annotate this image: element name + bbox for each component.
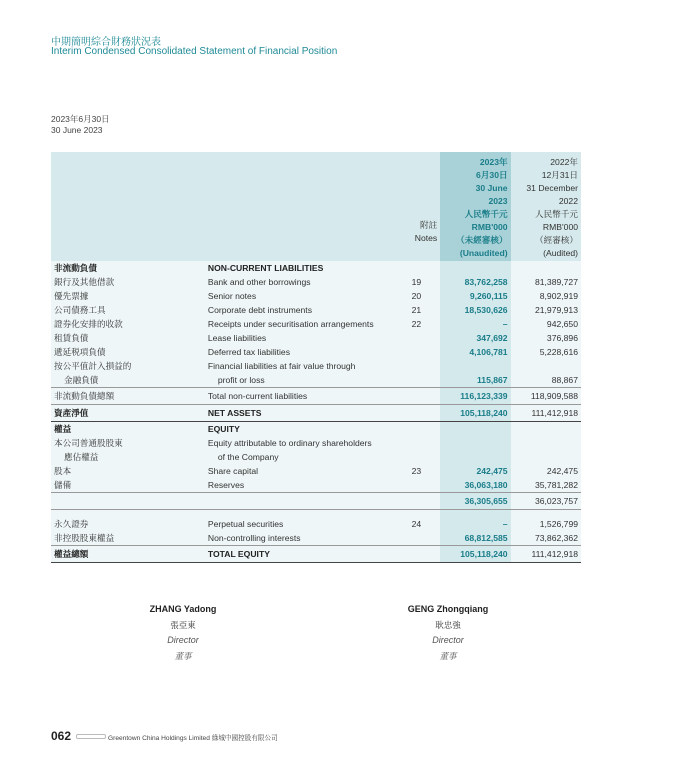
row-prior-value: 111,412,918 <box>511 546 581 563</box>
row-label-en: Corporate debt instruments <box>205 303 393 317</box>
header-line: (Unaudited) <box>459 248 508 258</box>
row-label-en: Total non-current liabilities <box>205 388 393 405</box>
table-row <box>51 261 581 275</box>
signatory-role: Director <box>167 635 199 645</box>
table-row-subtotal <box>51 493 581 510</box>
row-label-zh: 永久證券 <box>51 517 205 531</box>
signatory-role-zh: 董事 <box>174 651 192 661</box>
row-prior-value: 21,979,913 <box>511 303 581 317</box>
row-note <box>393 388 440 405</box>
notes-header-zh: 附註 <box>419 220 438 230</box>
header-line: RMB'000 <box>471 222 508 232</box>
row-label-zh: 遞延税項負債 <box>51 345 205 359</box>
row-prior-value: 5,228,616 <box>511 345 581 359</box>
title-chinese: 中期簡明綜合財務狀況表 <box>51 37 161 48</box>
row-note <box>393 373 440 388</box>
table-row-subtotal <box>51 388 581 405</box>
header-line: 2023年 <box>479 157 508 167</box>
row-prior-value: 942,650 <box>511 317 581 331</box>
row-current-value <box>440 422 510 437</box>
signatory-name: GENG Zhongqiang <box>407 604 489 614</box>
row-note <box>393 422 440 437</box>
table-row <box>51 436 581 450</box>
header-line: 31 December <box>526 183 578 193</box>
row-prior-value: 36,023,757 <box>511 493 581 510</box>
row-current-value: – <box>440 517 510 531</box>
row-prior-value <box>511 450 581 464</box>
footer-company-name: Greentown China Holdings Limited 綠城中國控股有限公司 <box>108 735 278 742</box>
row-label-zh: 非流動負債 <box>51 261 205 275</box>
row-prior-value: 1,526,799 <box>511 517 581 531</box>
row-label-en: Equity attributable to ordinary shareholders <box>205 436 393 450</box>
signatory-name-zh: 張亞東 <box>170 620 196 630</box>
row-prior-value: 35,781,282 <box>511 478 581 493</box>
notes-column-header <box>393 152 440 261</box>
header-line: 人民幣千元 <box>464 209 508 219</box>
row-prior-value: 88,867 <box>511 373 581 388</box>
row-label-en: Financial liabilities at fair value through <box>205 359 393 373</box>
row-label-en: NET ASSETS <box>205 405 393 422</box>
row-label-en <box>205 493 393 510</box>
row-current-value: 116,123,339 <box>440 388 510 405</box>
header-line: （經審核） <box>535 235 578 245</box>
row-current-value: 347,692 <box>440 331 510 345</box>
header-line: 6月30日 <box>476 170 508 180</box>
row-current-value: 115,867 <box>440 373 510 388</box>
row-current-value: 36,305,655 <box>440 493 510 510</box>
row-label-zh: 非控股股東權益 <box>51 531 205 546</box>
row-prior-value <box>511 359 581 373</box>
header-line: (Audited) <box>543 248 578 258</box>
row-current-value <box>440 359 510 373</box>
row-label-en: Non-controlling interests <box>205 531 393 546</box>
row-note: 20 <box>393 289 440 303</box>
header-line: 12月31日 <box>541 170 578 180</box>
row-label-en: TOTAL EQUITY <box>205 546 393 563</box>
row-label-zh <box>51 493 205 510</box>
signatory-role: Director <box>432 635 464 645</box>
table-row <box>51 450 581 464</box>
row-label-zh: 本公司普通股股東 <box>51 436 205 450</box>
row-note: 19 <box>393 275 440 289</box>
row-note <box>393 478 440 493</box>
row-prior-value: 242,475 <box>511 464 581 478</box>
header-line: 2022年 <box>550 157 578 167</box>
row-note <box>393 493 440 510</box>
row-note: 21 <box>393 303 440 317</box>
row-current-value: 105,118,240 <box>440 405 510 422</box>
notes-header-en: Notes <box>414 233 438 243</box>
row-note <box>393 450 440 464</box>
header-line: 2022 <box>558 196 578 206</box>
row-current-value: 18,530,626 <box>440 303 510 317</box>
signature-block-left <box>113 604 253 662</box>
row-label-en: Perpetual securities <box>205 517 393 531</box>
table-row <box>51 289 581 303</box>
table-spacer-row <box>51 510 581 518</box>
footer-divider <box>76 734 106 739</box>
row-label-zh: 優先票據 <box>51 289 205 303</box>
row-label-en: Share capital <box>205 464 393 478</box>
row-label-zh: 租賃負債 <box>51 331 205 345</box>
table-row <box>51 478 581 493</box>
row-prior-value <box>511 261 581 275</box>
row-note <box>393 345 440 359</box>
signatory-role-zh: 董事 <box>439 651 457 661</box>
row-note <box>393 261 440 275</box>
row-label-zh: 資產淨值 <box>51 405 205 422</box>
row-current-value: 83,762,258 <box>440 275 510 289</box>
row-note <box>393 546 440 563</box>
page-number: 062 <box>51 729 72 743</box>
table-header-row <box>51 152 581 261</box>
table-row-total <box>51 546 581 563</box>
row-current-value: 36,063,180 <box>440 478 510 493</box>
row-current-value: 9,260,115 <box>440 289 510 303</box>
row-note <box>393 331 440 345</box>
header-line: RMB'000 <box>542 222 578 232</box>
title-english: Interim Condensed Consolidated Statement of Financial Position <box>51 46 338 57</box>
row-label-zh: 證券化安排的收款 <box>51 317 205 331</box>
row-current-value: 242,475 <box>440 464 510 478</box>
row-prior-value: 111,412,918 <box>511 405 581 422</box>
row-label-zh: 應佔權益 <box>64 452 99 462</box>
row-prior-value: 118,909,588 <box>511 388 581 405</box>
table-row <box>51 345 581 359</box>
header-line: 2023 <box>488 196 508 206</box>
table-row-total <box>51 405 581 422</box>
row-label-zh: 公司債務工具 <box>51 303 205 317</box>
row-current-value: 105,118,240 <box>440 546 510 563</box>
row-label-zh: 權益 <box>51 422 205 437</box>
row-label-en: of the Company <box>217 452 279 462</box>
row-label-en: NON-CURRENT LIABILITIES <box>205 261 393 275</box>
header-line: （未經審核） <box>456 235 508 245</box>
row-label-en: EQUITY <box>205 422 393 437</box>
signatory-name: ZHANG Yadong <box>149 604 217 614</box>
row-current-value <box>440 450 510 464</box>
date-chinese: 2023年6月30日 <box>51 114 110 124</box>
table-row <box>51 303 581 317</box>
row-current-value: – <box>440 317 510 331</box>
signatory-name-zh: 耿忠強 <box>435 620 461 630</box>
row-note <box>393 531 440 546</box>
row-label-zh: 股本 <box>51 464 205 478</box>
row-note <box>393 359 440 373</box>
row-label-zh: 金融負債 <box>64 375 99 385</box>
table-row <box>51 422 581 437</box>
row-current-value: 68,812,585 <box>440 531 510 546</box>
row-current-value <box>440 436 510 450</box>
table-row <box>51 359 581 373</box>
table-row <box>51 464 581 478</box>
row-current-value: 4,106,781 <box>440 345 510 359</box>
row-note: 24 <box>393 517 440 531</box>
row-prior-value: 81,389,727 <box>511 275 581 289</box>
row-note: 22 <box>393 317 440 331</box>
row-prior-value: 376,896 <box>511 331 581 345</box>
header-line: 人民幣千元 <box>535 209 578 219</box>
row-label-en: Receipts under securitisation arrangements <box>205 317 393 331</box>
row-label-zh: 權益總額 <box>51 546 205 563</box>
current-period-header <box>440 152 510 261</box>
row-label-zh: 非流動負債總額 <box>51 388 205 405</box>
row-label-en: Bank and other borrowings <box>205 275 393 289</box>
row-label-en: Lease liabilities <box>205 331 393 345</box>
row-label-zh: 儲備 <box>51 478 205 493</box>
table-row <box>51 275 581 289</box>
row-prior-value <box>511 436 581 450</box>
signature-block-right <box>378 604 518 662</box>
row-label-zh: 銀行及其他借款 <box>51 275 205 289</box>
prior-period-header <box>511 152 581 261</box>
table-row <box>51 331 581 345</box>
header-line: 30 June <box>475 183 508 193</box>
row-prior-value: 73,862,362 <box>511 531 581 546</box>
row-label-en: Senior notes <box>205 289 393 303</box>
table-row <box>51 517 581 531</box>
row-current-value <box>440 261 510 275</box>
row-note <box>393 436 440 450</box>
table-row <box>51 317 581 331</box>
financial-position-table <box>51 152 581 563</box>
row-note <box>393 405 440 422</box>
table-row <box>51 531 581 546</box>
table-row <box>51 373 581 388</box>
date-english: 30 June 2023 <box>51 125 103 135</box>
row-label-en: profit or loss <box>217 375 265 385</box>
row-prior-value <box>511 422 581 437</box>
row-label-en: Reserves <box>205 478 393 493</box>
row-note: 23 <box>393 464 440 478</box>
row-prior-value: 8,902,919 <box>511 289 581 303</box>
row-label-en: Deferred tax liabilities <box>205 345 393 359</box>
row-label-zh: 按公平值計入損益的 <box>51 359 205 373</box>
